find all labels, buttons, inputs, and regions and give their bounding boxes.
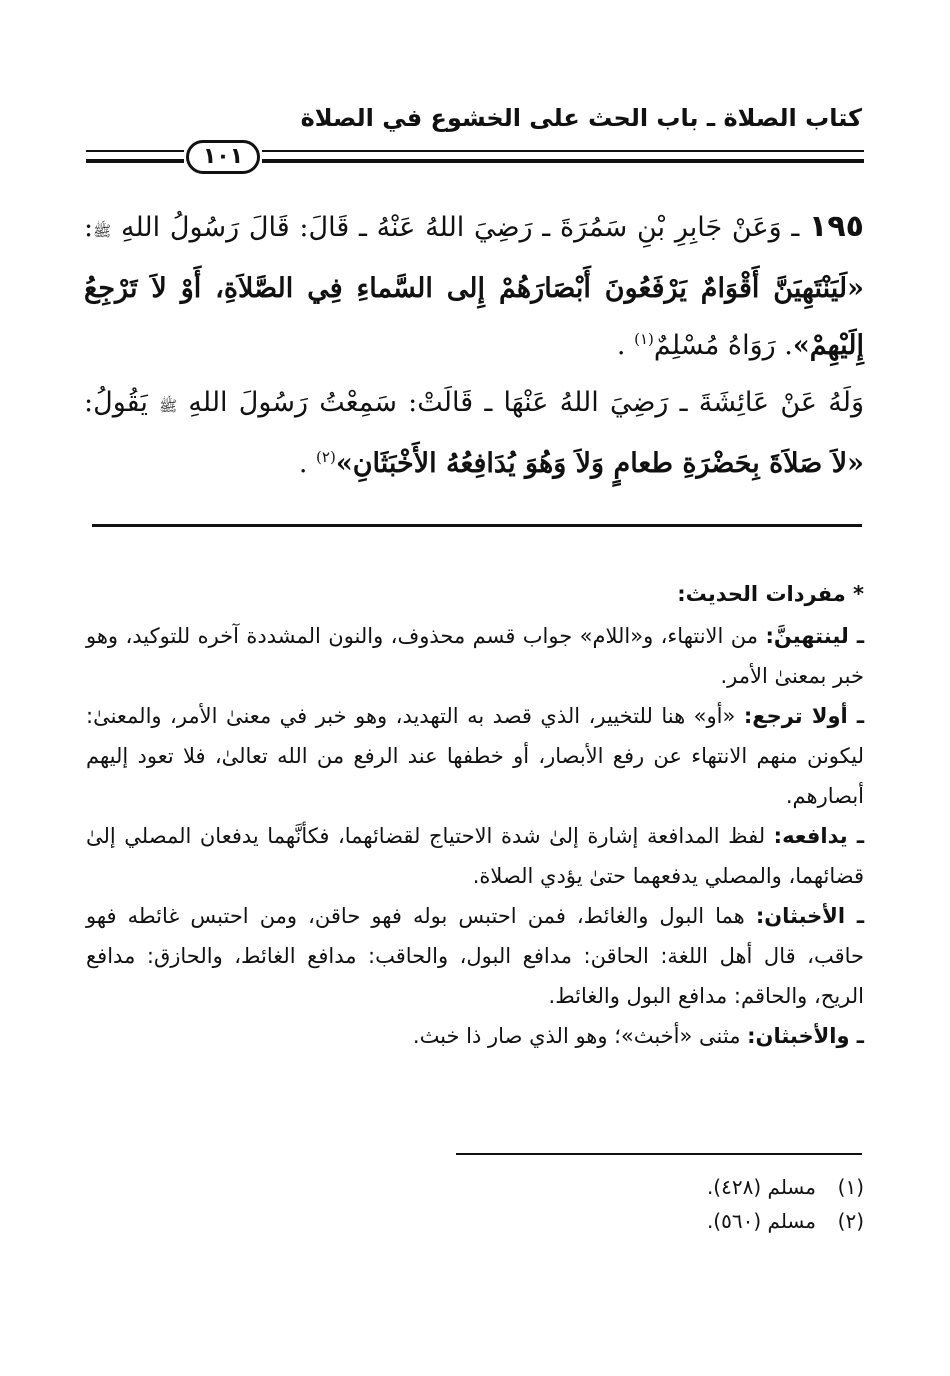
- salla-glyph: ﷺ: [93, 222, 112, 240]
- vocab-entry: [86, 616, 864, 696]
- salla-glyph: ﷺ: [159, 397, 178, 415]
- footnote-ref-2: (٢): [316, 448, 336, 466]
- hadith-intro: ـ وَعَنْ جَابِرِ بْنِ سَمُرَةَ ـ رَضِيَ اللهُ عَنْهُ ـ قَالَ: قَالَ رَسُولُ اللهِ: [121, 212, 800, 243]
- hadith-colon: :: [84, 212, 94, 243]
- hadith-paragraph-1: [84, 198, 864, 374]
- hadith-text: [84, 198, 864, 492]
- hadith-number: ١٩٥: [809, 209, 864, 244]
- footnote: [444, 1170, 864, 1204]
- vocab-term: ـ يدافعه:: [773, 824, 864, 848]
- vocab-entry: [86, 816, 864, 896]
- page-number: ١٠١: [186, 140, 260, 174]
- vocabulary-section: [86, 574, 864, 1056]
- hadith-quote: «لَيَنْتَهِيَنَّ أَقْوَامٌ يَرْفَعُونَ أَبْصَارَهُمْ إِلى السَّماءِ فِي الصَّلاَةِ، أَوْ لاَ تَرْجِعُ إِلَيْهِمْ»: [84, 273, 864, 361]
- header-rule-right-top: [262, 150, 864, 152]
- hadith-second-quote: «لاَ صَلاَةَ بِحَضْرَةِ طعامٍ وَلاَ وَهُوَ يُدَافِعُهُ الأَخْبَثَانِ»: [335, 448, 864, 479]
- vocab-entry: [86, 1016, 864, 1056]
- footnote-text: مسلم (٤٢٨).: [706, 1175, 816, 1199]
- vocab-definition: لفظ المدافعة إشارة إلىٰ شدة الاحتياج لقضائهما، فكأنَّهما يدفعان المصلي إلىٰ قضائهما، والمصلي يدفعهما حتىٰ يؤدي الصلاة.: [86, 824, 864, 888]
- section-divider: [92, 524, 862, 527]
- hadith-period: .: [616, 330, 626, 361]
- vocab-entry: [86, 696, 864, 816]
- footnote-number: (١): [837, 1175, 864, 1199]
- footnotes-section: [444, 1170, 864, 1238]
- header-rule-left-top: [86, 150, 184, 152]
- vocab-definition: هما البول والغائط، فمن احتبس بوله فهو حاقن، ومن احتبس غائطه فهو حاقب، قال أهل اللغة: الحاقن: مدافع البول، والحاقب: مدافع الغائط، والحازق: مدافع الريح، والحاقم: مدافع البول والغائط.: [86, 904, 864, 1008]
- running-header-title: كتاب الصلاة ـ باب الحث على الخشوع في الصلاة: [300, 104, 862, 132]
- hadith-says: يَقُولُ:: [84, 387, 148, 418]
- footnote-ref-1: (١): [634, 330, 654, 348]
- vocabulary-title: * مفردات الحديث:: [677, 582, 864, 606]
- footnote-text: مسلم (٥٦٠).: [706, 1209, 816, 1233]
- header-rule-right-bottom: [262, 159, 864, 163]
- hadith-period: .: [298, 448, 308, 479]
- vocab-term: ـ الأخبثان:: [755, 904, 864, 928]
- vocab-term: ـ لينتهينَّ:: [765, 624, 864, 648]
- vocab-definition: من الانتهاء، و«اللام» جواب قسم محذوف، والنون المشددة آخره للتوكيد، وهو خبر بمعنىٰ الأمر.: [86, 624, 864, 688]
- vocab-term: ـ أولا ترجع:: [743, 704, 865, 728]
- footnote-number: (٢): [837, 1209, 864, 1233]
- vocab-definition: مثنى «أخبث»؛ وهو الذي صار ذا خبث.: [412, 1024, 748, 1048]
- header-rule-left-bottom: [86, 159, 184, 163]
- vocab-definition: «أو» هنا للتخيير، الذي قصد به التهديد، وهو خبر في معنىٰ الأمر، والمعنىٰ: ليكونن منهم الانتهاء عن رفع الأبصار، أو خطفها عند الرفع من الله تعالىٰ، فلا تعود إليهم أبصارهم.: [86, 704, 864, 808]
- hadith-second-intro: وَلَهُ عَنْ عَائِشَةَ ـ رَضِيَ اللهُ عَنْهَا ـ قَالَتْ: سَمِعْتُ رَسُولَ اللهِ: [188, 387, 864, 418]
- hadith-source: . رَوَاهُ مُسْلِمٌ: [653, 330, 793, 361]
- vocab-entry: [86, 896, 864, 1016]
- vocab-term: ـ والأخبثان:: [747, 1024, 864, 1048]
- footnote: [444, 1204, 864, 1238]
- footnote-separator: [456, 1153, 862, 1155]
- hadith-paragraph-2: [84, 374, 864, 492]
